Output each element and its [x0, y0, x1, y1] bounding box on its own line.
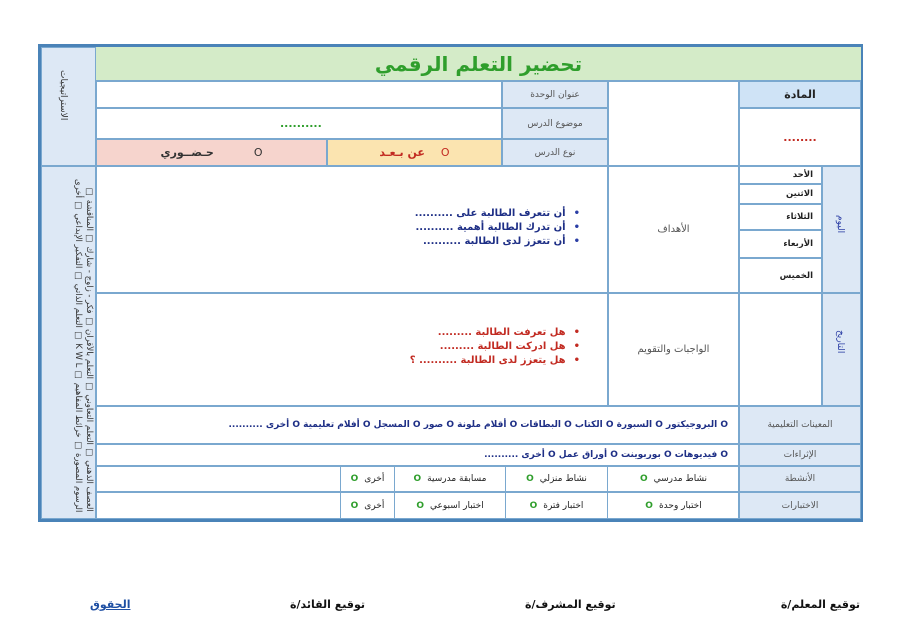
day-label: اليوم	[835, 215, 845, 234]
strategies-checklist[interactable]: العصف الذهني □ التعلم التعاوني □ التعلم بالأقران □ فكر - زاوج - شارك □ المناقشة □ الرسوم المصورة □ خرائط المفاهيم □ K W L □ التعلم الذاتي □ التفكير الإبداعي □ أخرى	[73, 178, 94, 512]
test-option[interactable]: اختبار فترة O	[505, 492, 608, 519]
activity-option[interactable]: نشاط منزلي O	[505, 466, 608, 492]
subject-field[interactable]: ........	[739, 108, 861, 166]
homework-list	[380, 326, 580, 368]
lesson-type-label: نوع الدرس	[502, 139, 608, 166]
day-thursday[interactable]: الخميس	[739, 258, 822, 293]
enrichment-label: الإثراءات	[739, 444, 861, 466]
teacher-signature: توقيع المعلم/ة	[780, 598, 860, 611]
page-title: تحضير التعلم الرقمي	[96, 47, 861, 81]
subject-label: المادة	[739, 81, 861, 108]
aids-options[interactable]: O البروجيكتور O السبورة O الكتاب O البطاقات O أقلام ملونة O صور O المسجل O أفلام تعليمية O أخرى ..........	[96, 406, 739, 444]
activity-option[interactable]: مسابقة مدرسية O	[413, 474, 487, 484]
activity-option[interactable]: نشاط مدرسي O	[639, 474, 708, 484]
objective-item: • أن تدرك الطالبة أهمية ..........	[380, 221, 580, 235]
unit-title-label: عنوان الوحدة	[502, 81, 608, 108]
day-sunday[interactable]: الأحد	[739, 166, 822, 184]
remote-label: عن بـعـد	[379, 146, 425, 159]
test-option[interactable]: اختبار وحدة O	[645, 500, 702, 511]
activity-option[interactable]: أخرى O	[340, 466, 395, 492]
objectives-list	[380, 207, 580, 249]
activities-label: الأنشطة	[739, 466, 861, 492]
remote-radio[interactable]: O	[440, 146, 450, 159]
strategies-header-cell	[41, 47, 96, 166]
homework-item: • هل تعرفت الطالبة .........	[380, 326, 580, 340]
test-option[interactable]: اختبار اسبوعي O	[416, 500, 484, 511]
objectives-label: الأهداف	[608, 166, 739, 293]
inperson-radio[interactable]: O	[253, 146, 263, 159]
day-monday[interactable]: الاثنين	[739, 184, 822, 204]
homework-label: الواجبات والتقويم	[608, 293, 739, 406]
objective-item: • أن تتعرف الطالبة على ..........	[380, 207, 580, 221]
test-option[interactable]: أخرى O	[340, 492, 395, 519]
leader-signature: توقيع القائد/ة	[290, 598, 366, 611]
lesson-topic-value: ..........	[280, 117, 322, 130]
enrichment-options[interactable]: O فيديوهات O بوربوينت O أوراق عمل O أخرى ..........	[96, 444, 739, 466]
strategies-label: الاستراتيجيات	[58, 70, 68, 121]
supervisor-signature: توقيع المشرف/ة	[525, 598, 616, 611]
aids-label: المعينات التعليمية	[739, 406, 861, 444]
remote-option[interactable]	[327, 139, 502, 166]
day-tuesday[interactable]: الثلاثاء	[739, 204, 822, 230]
inperson-label: حـضــوري	[160, 146, 214, 159]
lesson-topic-label: موضوع الدرس	[502, 108, 608, 139]
inperson-option[interactable]	[96, 139, 327, 166]
date-label: التاريخ	[835, 330, 845, 354]
day-wednesday[interactable]: الأربعاء	[739, 230, 822, 258]
unit-title-field[interactable]	[96, 81, 502, 108]
rights-link[interactable]: الحقوق	[90, 598, 131, 611]
objective-item: • أن تتعزز لدى الطالبة ..........	[380, 235, 580, 249]
homework-item: • هل يتعزز لدى الطالبة .......... ؟	[380, 354, 580, 368]
tests-label: الاختبارات	[739, 492, 861, 519]
homework-item: • هل ادركت الطالبة .........	[380, 340, 580, 354]
blank-header-cell	[608, 81, 739, 166]
date-field[interactable]	[739, 293, 822, 406]
